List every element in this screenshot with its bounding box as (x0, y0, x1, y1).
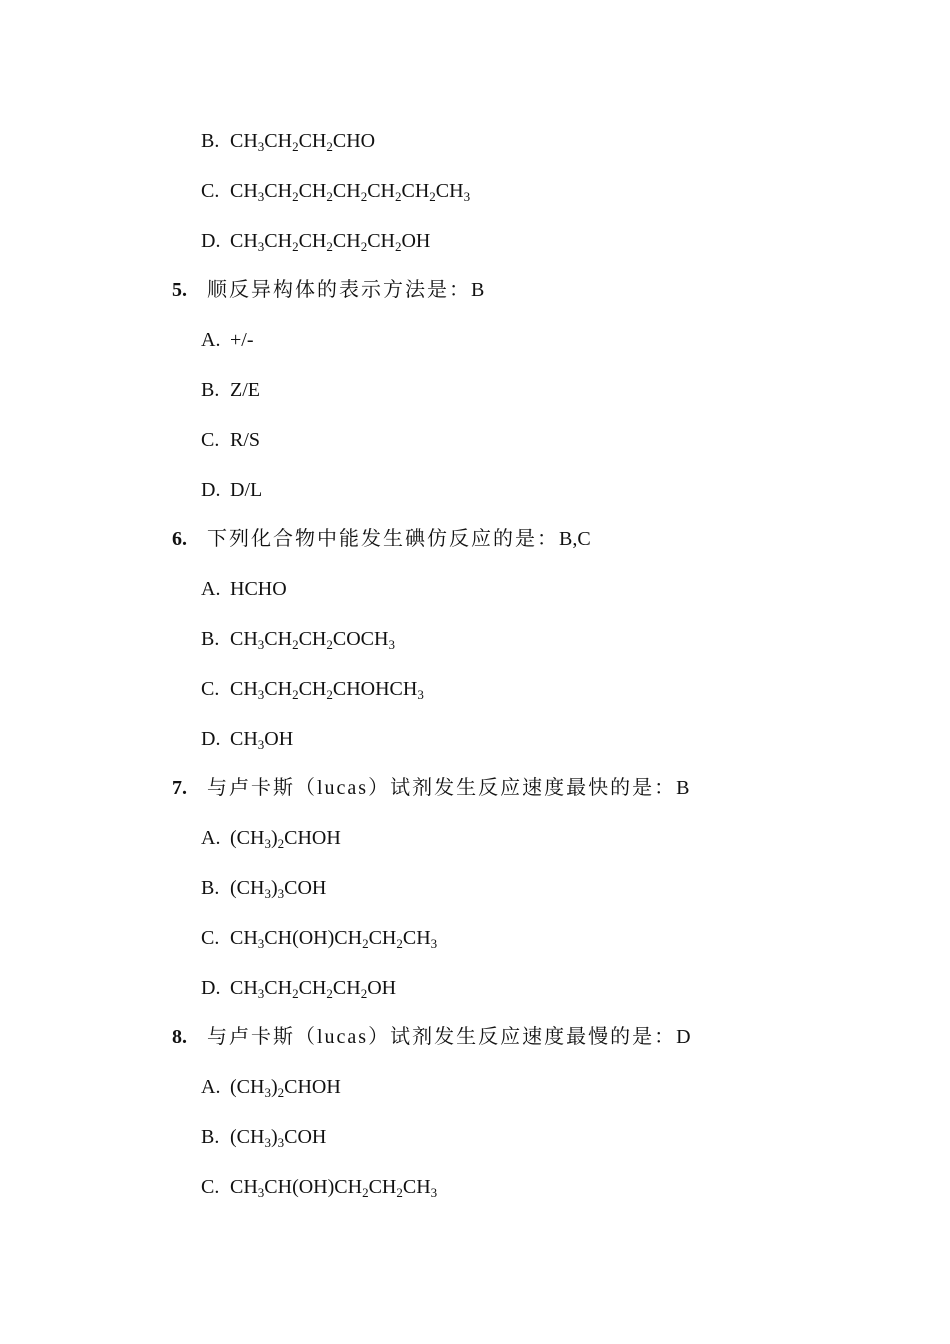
option-letter: D. (201, 727, 221, 750)
formula-subscript: 3 (257, 188, 265, 204)
formula-part: CH (298, 130, 327, 152)
formula-part: COCH (332, 628, 389, 650)
formula-subscript: 3 (257, 139, 265, 154)
formula-subscript: 2 (292, 238, 299, 254)
formula-subscript: 2 (326, 139, 333, 154)
formula-part: CH (368, 926, 397, 949)
formula-subscript: 2 (396, 935, 403, 951)
formula-part: D/L (230, 478, 263, 501)
formula-part: HCHO (230, 578, 287, 601)
formula-subscript: 2 (326, 238, 333, 254)
formula-subscript: 3 (430, 1184, 438, 1200)
formula-subscript: 2 (292, 686, 299, 702)
formula-part: CHOHCH (332, 677, 418, 700)
option-letter: B. (201, 628, 220, 650)
formula-part: R/S (230, 428, 261, 451)
question-answer: B,C (559, 528, 591, 551)
formula-part: ) (270, 827, 278, 850)
formula-part: CH (402, 1175, 431, 1198)
formula-subscript: 3 (277, 1135, 285, 1150)
formula-part: CH (264, 628, 293, 650)
formula-subscript: 3 (264, 1085, 271, 1101)
option-letter: C. (201, 1175, 220, 1198)
formula-subscript: 3 (264, 836, 271, 852)
formula-part: CH (264, 229, 293, 252)
option-formula (230, 877, 326, 899)
formula-part: CH (264, 179, 293, 202)
formula-subscript: 2 (292, 188, 299, 204)
formula-subscript: 2 (362, 935, 369, 951)
formula-subscript: 3 (257, 637, 265, 652)
formula-part: CH(OH)CH (264, 1175, 363, 1198)
formula-subscript: 2 (360, 985, 368, 1001)
option-letter: D. (201, 478, 221, 501)
formula-part: CH (264, 976, 293, 999)
option-letter: B. (201, 1126, 220, 1148)
answer-option (201, 126, 375, 156)
option-formula (230, 130, 375, 152)
option-letter: C. (201, 428, 220, 451)
answer-option (201, 176, 470, 206)
formula-part: CH(OH)CH (264, 926, 363, 949)
option-formula (230, 678, 424, 700)
option-formula (230, 578, 287, 600)
formula-subscript: 3 (257, 1184, 265, 1200)
formula-subscript: 3 (388, 637, 395, 652)
formula-subscript: 2 (277, 1085, 285, 1101)
question-number: 8. (172, 1026, 187, 1049)
option-formula (230, 1126, 326, 1148)
answer-option (201, 1072, 341, 1102)
formula-part: CHO (332, 130, 376, 152)
answer-option (201, 674, 424, 704)
formula-subscript: 2 (292, 637, 299, 652)
formula-subscript: 2 (396, 1184, 403, 1200)
question-line (172, 275, 484, 305)
formula-subscript: 3 (463, 188, 471, 204)
question-line (172, 1022, 691, 1052)
formula-part: CH (298, 229, 327, 252)
formula-part: CHOH (284, 1076, 341, 1099)
formula-subscript: 3 (417, 686, 424, 702)
formula-part: OH (264, 727, 294, 750)
formula-part: CH (402, 926, 431, 949)
formula-part: CH (230, 130, 258, 152)
answer-option (201, 823, 341, 853)
formula-part: OH (401, 229, 431, 252)
option-formula (230, 379, 260, 401)
formula-subscript: 2 (394, 238, 402, 254)
formula-subscript: 3 (257, 736, 265, 752)
formula-subscript: 3 (264, 886, 271, 901)
formula-part: CH (230, 976, 258, 999)
formula-subscript: 2 (326, 985, 333, 1001)
formula-part: CH (367, 179, 395, 202)
answer-option (201, 973, 396, 1003)
option-letter: C. (201, 179, 220, 202)
question-text: 与卢卡斯（lucas）试剂发生反应速度最快的是： (207, 777, 677, 800)
question-line (172, 524, 591, 554)
formula-subscript: 2 (394, 188, 402, 204)
formula-part: CH (367, 229, 395, 252)
question-text: 下列化合物中能发生碘仿反应的是： (207, 528, 559, 551)
answer-option (201, 475, 262, 505)
formula-part: Z/E (230, 379, 260, 401)
answer-option (201, 873, 326, 903)
option-formula (230, 728, 293, 750)
option-letter: B. (201, 130, 220, 152)
formula-part: CH (298, 677, 327, 700)
question-answer: B (471, 279, 485, 302)
formula-subscript: 2 (429, 188, 436, 204)
question-line (172, 773, 689, 803)
option-formula (230, 1076, 341, 1101)
formula-subscript: 2 (292, 139, 299, 154)
formula-part: CH (298, 628, 327, 650)
option-formula (230, 230, 430, 252)
formula-part: CH (230, 1175, 258, 1198)
formula-part: ) (270, 1126, 278, 1148)
formula-part: CH (230, 677, 258, 700)
formula-subscript: 2 (277, 836, 285, 852)
formula-subscript: 3 (257, 985, 265, 1001)
formula-part: CH (264, 130, 293, 152)
option-letter: C. (201, 677, 220, 700)
option-formula (230, 479, 262, 501)
formula-part: CH (332, 976, 361, 999)
formula-subscript: 2 (326, 686, 333, 702)
option-formula (230, 977, 396, 999)
option-formula (230, 927, 437, 949)
option-letter: A. (201, 827, 221, 850)
formula-subscript: 2 (360, 238, 368, 254)
option-formula (230, 429, 260, 451)
question-text: 顺反异构体的表示方法是： (207, 279, 471, 302)
answer-option (201, 574, 287, 604)
answer-option (201, 923, 437, 953)
answer-option (201, 624, 395, 654)
option-letter: B. (201, 877, 220, 899)
formula-part: CH (332, 179, 361, 202)
formula-part: (CH (230, 1126, 265, 1148)
formula-subscript: 2 (362, 1184, 369, 1200)
formula-subscript: 3 (257, 238, 265, 254)
option-letter: A. (201, 578, 221, 601)
answer-option (201, 375, 260, 405)
option-letter: B. (201, 379, 220, 401)
formula-subscript: 3 (277, 886, 285, 901)
formula-part: CH (230, 179, 258, 202)
option-letter: D. (201, 229, 221, 252)
formula-part: CH (264, 677, 293, 700)
formula-part: CH (332, 229, 361, 252)
formula-part: +/- (230, 329, 254, 352)
formula-part: (CH (230, 1076, 265, 1099)
formula-part: CH (298, 976, 327, 999)
question-number: 7. (172, 777, 187, 800)
question-number: 5. (172, 279, 187, 302)
formula-part: (CH (230, 877, 265, 899)
formula-part: ) (270, 1076, 278, 1099)
question-text: 与卢卡斯（lucas）试剂发生反应速度最慢的是： (207, 1026, 677, 1049)
formula-part: ) (270, 877, 278, 899)
formula-subscript: 3 (257, 686, 265, 702)
formula-subscript: 2 (326, 188, 333, 204)
formula-subscript: 3 (430, 935, 438, 951)
option-formula (230, 628, 395, 650)
formula-part: OH (367, 976, 397, 999)
answer-option (201, 724, 293, 754)
formula-part: CH (230, 727, 258, 750)
formula-subscript: 2 (360, 188, 368, 204)
formula-subscript: 3 (264, 1135, 271, 1150)
formula-part: COH (284, 1126, 327, 1148)
question-number: 6. (172, 528, 187, 551)
option-letter: A. (201, 1076, 221, 1099)
answer-option (201, 1172, 437, 1202)
formula-part: CH (401, 179, 430, 202)
answer-option (201, 325, 254, 355)
answer-option (201, 425, 260, 455)
option-formula (230, 827, 341, 852)
formula-part: CH (298, 179, 327, 202)
option-letter: A. (201, 329, 221, 352)
formula-part: CH (368, 1175, 397, 1198)
option-formula (230, 1176, 437, 1198)
formula-part: CH (435, 179, 464, 202)
option-formula (230, 329, 254, 351)
formula-part: CH (230, 229, 258, 252)
answer-option (201, 226, 430, 256)
formula-subscript: 2 (326, 637, 333, 652)
option-letter: C. (201, 926, 220, 949)
question-answer: B (676, 777, 690, 800)
option-formula (230, 180, 470, 202)
formula-part: CHOH (284, 827, 341, 850)
question-answer: D (676, 1026, 691, 1049)
formula-part: CH (230, 926, 258, 949)
formula-part: (CH (230, 827, 265, 850)
option-letter: D. (201, 976, 221, 999)
formula-part: COH (284, 877, 327, 899)
formula-part: CH (230, 628, 258, 650)
formula-subscript: 3 (257, 935, 265, 951)
formula-subscript: 2 (292, 985, 299, 1001)
answer-option (201, 1122, 326, 1152)
